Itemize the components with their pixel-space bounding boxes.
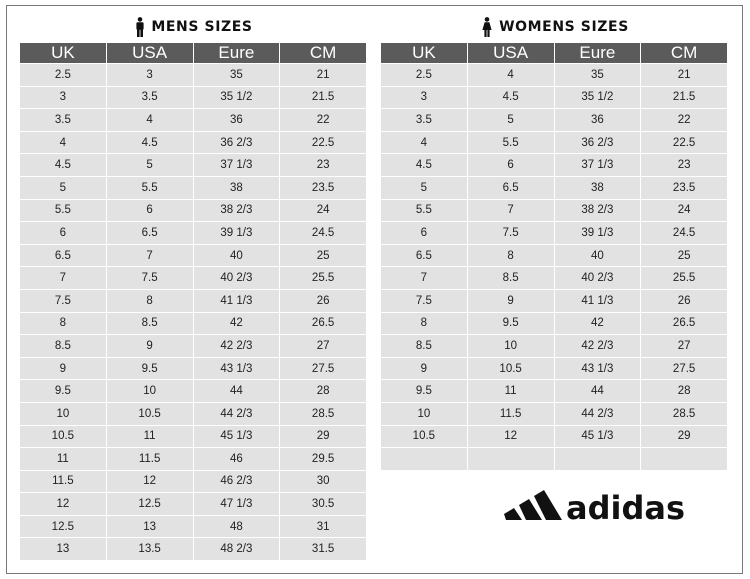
size-cell-eure: 47 1/3 (194, 493, 280, 515)
size-cell-cm: 24.5 (641, 222, 727, 244)
size-cell-eure: 42 2/3 (194, 335, 280, 357)
size-cell-cm: 26.5 (280, 313, 366, 335)
mens-table-body (20, 64, 366, 560)
table-row (381, 358, 727, 380)
size-cell-uk: 10 (20, 403, 106, 425)
size-cell-usa: 12 (107, 471, 193, 493)
size-cell-uk: 5 (381, 177, 467, 199)
size-cell-cm: 23 (280, 154, 366, 176)
size-cell-uk: 5.5 (20, 200, 106, 222)
size-cell-cm: 27.5 (641, 358, 727, 380)
size-cell-eure: 36 2/3 (555, 132, 641, 154)
size-cell-eure: 37 1/3 (555, 154, 641, 176)
table-row (381, 448, 727, 470)
size-cell-cm: 24 (280, 200, 366, 222)
size-cell-eure: 41 1/3 (194, 290, 280, 312)
womens-size-table (380, 42, 728, 471)
size-cell-usa: 10.5 (468, 358, 554, 380)
size-cell-eure: 42 (194, 313, 280, 335)
size-cell-uk: 4.5 (20, 154, 106, 176)
size-cell-uk: 7 (381, 267, 467, 289)
table-row (381, 426, 727, 448)
table-row (381, 64, 727, 86)
size-cell-uk: 10.5 (381, 426, 467, 448)
size-cell-cm: 26 (280, 290, 366, 312)
size-cell-usa: 9.5 (468, 313, 554, 335)
size-cell-eure: 39 1/3 (555, 222, 641, 244)
size-cell-usa: 13 (107, 516, 193, 538)
size-cell-eure: 40 2/3 (555, 267, 641, 289)
table-row (381, 380, 727, 402)
mens-header-row (20, 43, 366, 63)
size-cell-usa: 4.5 (468, 87, 554, 109)
size-cell-uk: 12.5 (20, 516, 106, 538)
table-row (381, 177, 727, 199)
size-cell-usa: 7 (468, 200, 554, 222)
table-row (20, 403, 366, 425)
size-cell-eure: 46 2/3 (194, 471, 280, 493)
table-row (20, 245, 366, 267)
size-cell-cm: 25.5 (641, 267, 727, 289)
size-cell-uk: 2.5 (20, 64, 106, 86)
column-header-cm: CM (280, 43, 366, 63)
size-cell-usa: 7.5 (468, 222, 554, 244)
size-cell-uk: 8.5 (20, 335, 106, 357)
size-cell-cm: 30.5 (280, 493, 366, 515)
size-cell-usa: 6.5 (107, 222, 193, 244)
table-row (20, 132, 366, 154)
adidas-logo-box (477, 475, 720, 532)
size-cell-usa: 8.5 (107, 313, 193, 335)
size-cell-eure: 43 1/3 (555, 358, 641, 380)
size-cell-usa: 11.5 (468, 403, 554, 425)
size-cell-cm: 25 (280, 245, 366, 267)
table-row (381, 109, 727, 131)
size-cell-cm: 22.5 (280, 132, 366, 154)
size-cell-uk: 3 (20, 87, 106, 109)
empty-cell (641, 448, 727, 470)
size-cell-usa: 10 (107, 380, 193, 402)
size-cell-uk: 9 (20, 358, 106, 380)
size-cell-usa: 9.5 (107, 358, 193, 380)
size-cell-cm: 28.5 (280, 403, 366, 425)
size-cell-cm: 28 (641, 380, 727, 402)
womens-sizes-panel (381, 12, 729, 471)
mens-sizes-title (20, 12, 368, 42)
womens-table-body (381, 64, 727, 470)
table-row (20, 538, 366, 560)
size-cell-cm: 22 (280, 109, 366, 131)
size-cell-eure: 40 2/3 (194, 267, 280, 289)
table-row (20, 154, 366, 176)
table-row (20, 516, 366, 538)
table-row (381, 222, 727, 244)
table-row (381, 132, 727, 154)
size-cell-uk: 9.5 (381, 380, 467, 402)
size-cell-usa: 11 (107, 426, 193, 448)
table-row (20, 448, 366, 470)
size-cell-eure: 45 1/3 (194, 426, 280, 448)
table-row (381, 200, 727, 222)
size-cell-eure: 38 2/3 (555, 200, 641, 222)
size-cell-uk: 4 (20, 132, 106, 154)
size-cell-usa: 10 (468, 335, 554, 357)
size-cell-uk: 7.5 (381, 290, 467, 312)
size-cell-usa: 11 (468, 380, 554, 402)
size-cell-cm: 22.5 (641, 132, 727, 154)
table-row (20, 380, 366, 402)
table-row (381, 87, 727, 109)
man-icon (135, 17, 145, 37)
size-cell-uk: 10.5 (20, 426, 106, 448)
size-cell-usa: 4.5 (107, 132, 193, 154)
size-cell-usa: 8 (468, 245, 554, 267)
size-cell-usa: 5 (107, 154, 193, 176)
column-header-uk: UK (20, 43, 106, 63)
table-row (20, 200, 366, 222)
size-cell-usa: 6.5 (468, 177, 554, 199)
size-cell-uk: 3.5 (381, 109, 467, 131)
size-cell-cm: 24 (641, 200, 727, 222)
size-cell-cm: 21 (280, 64, 366, 86)
size-cell-eure: 38 (194, 177, 280, 199)
size-cell-eure: 36 2/3 (194, 132, 280, 154)
size-cell-cm: 28.5 (641, 403, 727, 425)
woman-icon (481, 17, 493, 37)
size-cell-uk: 8.5 (381, 335, 467, 357)
mens-size-table (19, 42, 367, 561)
size-cell-eure: 44 2/3 (194, 403, 280, 425)
size-cell-eure: 39 1/3 (194, 222, 280, 244)
size-cell-cm: 23 (641, 154, 727, 176)
size-cell-cm: 29 (280, 426, 366, 448)
size-cell-eure: 41 1/3 (555, 290, 641, 312)
size-cell-usa: 3 (107, 64, 193, 86)
size-cell-eure: 48 (194, 516, 280, 538)
size-cell-eure: 36 (555, 109, 641, 131)
size-cell-eure: 38 (555, 177, 641, 199)
size-cell-uk: 6 (20, 222, 106, 244)
table-row (20, 358, 366, 380)
size-cell-usa: 6 (468, 154, 554, 176)
size-cell-usa: 12 (468, 426, 554, 448)
size-cell-uk: 5.5 (381, 200, 467, 222)
mens-title-text: MENS SIZES (151, 19, 253, 35)
size-cell-cm: 28 (280, 380, 366, 402)
size-cell-usa: 13.5 (107, 538, 193, 560)
size-cell-cm: 25.5 (280, 267, 366, 289)
column-header-uk: UK (381, 43, 467, 63)
adidas-wordmark: adidas (565, 488, 685, 524)
table-row (20, 426, 366, 448)
size-cell-uk: 6.5 (381, 245, 467, 267)
size-cell-uk: 6.5 (20, 245, 106, 267)
table-row (381, 154, 727, 176)
size-cell-usa: 9 (468, 290, 554, 312)
size-cell-cm: 30 (280, 471, 366, 493)
size-cell-eure: 48 2/3 (194, 538, 280, 560)
size-cell-uk: 9.5 (20, 380, 106, 402)
table-row (381, 335, 727, 357)
size-cell-eure: 44 2/3 (555, 403, 641, 425)
size-cell-uk: 7 (20, 267, 106, 289)
size-cell-cm: 27.5 (280, 358, 366, 380)
size-cell-eure: 37 1/3 (194, 154, 280, 176)
table-row (20, 493, 366, 515)
size-cell-uk: 2.5 (381, 64, 467, 86)
size-cell-cm: 25 (641, 245, 727, 267)
column-header-usa: USA (468, 43, 554, 63)
table-row (381, 245, 727, 267)
mens-sizes-panel (20, 12, 368, 561)
size-cell-usa: 8 (107, 290, 193, 312)
size-cell-eure: 40 (194, 245, 280, 267)
size-cell-usa: 9 (107, 335, 193, 357)
size-cell-cm: 27 (280, 335, 366, 357)
size-cell-usa: 5.5 (107, 177, 193, 199)
size-cell-cm: 24.5 (280, 222, 366, 244)
size-cell-eure: 46 (194, 448, 280, 470)
adidas-logo (504, 484, 694, 524)
size-cell-usa: 4 (468, 64, 554, 86)
size-cell-cm: 26 (641, 290, 727, 312)
table-row (20, 177, 366, 199)
column-header-cm: CM (641, 43, 727, 63)
size-cell-usa: 5.5 (468, 132, 554, 154)
table-row (20, 87, 366, 109)
size-cell-uk: 4 (381, 132, 467, 154)
empty-cell (555, 448, 641, 470)
table-row (381, 290, 727, 312)
size-cell-uk: 13 (20, 538, 106, 560)
column-header-usa: USA (107, 43, 193, 63)
size-cell-cm: 21.5 (280, 87, 366, 109)
table-row (20, 313, 366, 335)
table-row (381, 313, 727, 335)
size-cell-cm: 31 (280, 516, 366, 538)
size-cell-eure: 42 (555, 313, 641, 335)
size-cell-eure: 44 (194, 380, 280, 402)
column-header-eure: Eure (194, 43, 280, 63)
womens-sizes-title (381, 12, 729, 42)
size-cell-uk: 8 (20, 313, 106, 335)
column-header-eure: Eure (555, 43, 641, 63)
size-cell-uk: 11 (20, 448, 106, 470)
table-row (20, 109, 366, 131)
table-row (20, 471, 366, 493)
table-row (20, 267, 366, 289)
size-cell-cm: 22 (641, 109, 727, 131)
table-row (381, 403, 727, 425)
size-cell-eure: 35 (555, 64, 641, 86)
size-cell-usa: 7.5 (107, 267, 193, 289)
size-cell-uk: 7.5 (20, 290, 106, 312)
size-cell-eure: 42 2/3 (555, 335, 641, 357)
table-row (20, 64, 366, 86)
size-cell-eure: 44 (555, 380, 641, 402)
size-cell-uk: 8 (381, 313, 467, 335)
size-cell-usa: 10.5 (107, 403, 193, 425)
empty-cell (381, 448, 467, 470)
size-cell-eure: 45 1/3 (555, 426, 641, 448)
size-cell-uk: 3.5 (20, 109, 106, 131)
size-cell-uk: 12 (20, 493, 106, 515)
table-row (20, 335, 366, 357)
size-cell-cm: 29 (641, 426, 727, 448)
size-cell-eure: 35 1/2 (555, 87, 641, 109)
size-cell-uk: 5 (20, 177, 106, 199)
table-row (20, 290, 366, 312)
size-cell-eure: 38 2/3 (194, 200, 280, 222)
size-cell-cm: 21 (641, 64, 727, 86)
size-cell-usa: 3.5 (107, 87, 193, 109)
size-cell-uk: 11.5 (20, 471, 106, 493)
size-cell-usa: 12.5 (107, 493, 193, 515)
size-cell-eure: 36 (194, 109, 280, 131)
empty-cell (468, 448, 554, 470)
size-cell-cm: 21.5 (641, 87, 727, 109)
size-cell-eure: 40 (555, 245, 641, 267)
womens-title-text: WOMENS SIZES (499, 19, 629, 35)
size-cell-cm: 31.5 (280, 538, 366, 560)
size-cell-cm: 26.5 (641, 313, 727, 335)
size-cell-eure: 35 (194, 64, 280, 86)
size-cell-uk: 6 (381, 222, 467, 244)
size-cell-uk: 4.5 (381, 154, 467, 176)
size-cell-cm: 27 (641, 335, 727, 357)
size-cell-uk: 10 (381, 403, 467, 425)
size-cell-eure: 43 1/3 (194, 358, 280, 380)
size-cell-uk: 3 (381, 87, 467, 109)
size-cell-usa: 7 (107, 245, 193, 267)
size-cell-cm: 23.5 (280, 177, 366, 199)
size-cell-usa: 6 (107, 200, 193, 222)
size-cell-usa: 5 (468, 109, 554, 131)
size-cell-cm: 23.5 (641, 177, 727, 199)
size-cell-uk: 9 (381, 358, 467, 380)
size-cell-usa: 11.5 (107, 448, 193, 470)
size-cell-usa: 8.5 (468, 267, 554, 289)
table-row (20, 222, 366, 244)
size-cell-usa: 4 (107, 109, 193, 131)
size-cell-eure: 35 1/2 (194, 87, 280, 109)
size-cell-cm: 29.5 (280, 448, 366, 470)
womens-header-row (381, 43, 727, 63)
table-row (381, 267, 727, 289)
